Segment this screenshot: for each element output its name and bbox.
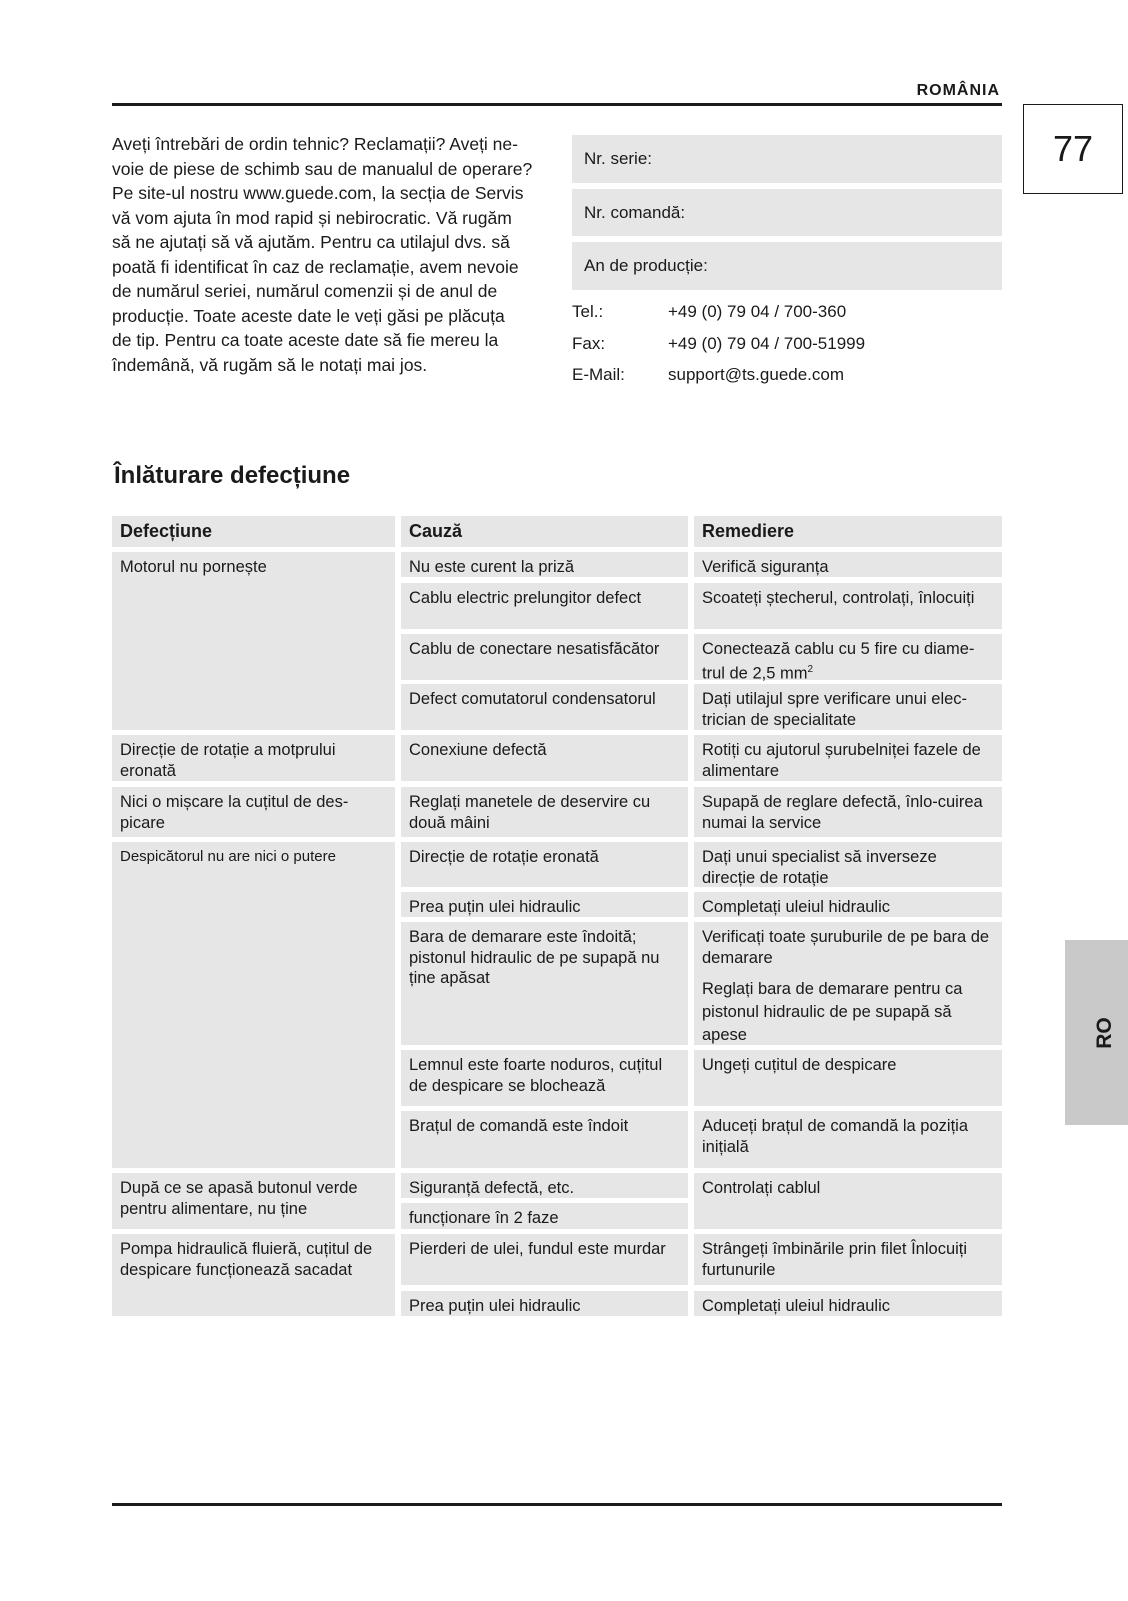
remedy-cell: Completați uleiul hidraulic: [694, 892, 1002, 917]
intro-line: Pe site-ul nostru www.guede.com, la secția de Servis: [112, 183, 524, 203]
contact-row-tel: [572, 296, 1002, 328]
cause-cell: Reglați manetele de deservire cu două mâini: [401, 787, 688, 837]
cause-cell: Lemnul este foarte noduros, cuțitul de despicare se blochează: [401, 1050, 688, 1106]
header-rule: [112, 103, 1002, 106]
fault-cell: Direcție de rotație a motprului eronată: [112, 735, 395, 781]
remedy-cell: Ungeți cuțitul de despicare: [694, 1050, 1002, 1106]
section-title: Înlăturare defecțiune: [114, 462, 351, 489]
cause-cell: Defect comutatorul condensatorul: [401, 684, 688, 730]
cause-cell: Bara de demarare este îndoită; pistonul hidraulic de pe supapă nu ține apăsat: [401, 922, 688, 1045]
language-tab-label: RO: [1093, 1016, 1116, 1049]
email-label: E-Mail:: [572, 365, 625, 384]
cause-cell: Prea puțin ulei hidraulic: [401, 892, 688, 917]
intro-line: poată fi identificat în caz de reclamație, avem nevoie: [112, 256, 519, 277]
cause-cell: Pierderi de ulei, fundul este murdar: [401, 1234, 688, 1285]
remedy-text: Reglați bara de demarare pentru ca pistonul hidraulic de pe supapă să apese: [702, 980, 963, 1044]
header-fault: Defecțiune: [112, 516, 395, 547]
remedy-cell: Aduceți brațul de comandă la poziția inițială: [694, 1111, 1002, 1168]
cause-cell: Nu este curent la priză: [401, 552, 688, 577]
cause-cell: Prea puțin ulei hidraulic: [401, 1291, 688, 1316]
cause-cell: Direcție de rotație eronată: [401, 842, 688, 887]
contact-row-fax: [572, 328, 1002, 360]
fax-value: +49 (0) 79 04 / 700-51999: [668, 333, 866, 353]
production-year-field[interactable]: [572, 242, 1002, 290]
order-number-label: Nr. comandă:: [584, 202, 686, 222]
contact-row-email: [572, 359, 1002, 391]
remedy-cell: [694, 922, 1002, 1045]
cause-cell: Brațul de comandă este îndoit: [401, 1111, 688, 1168]
intro-line: îndemână, vă rugăm să le notați mai jos.: [112, 354, 428, 375]
language-label: ROMÂNIA: [916, 82, 1000, 99]
fault-cell: După ce se apasă butonul verde pentru alimentare, nu ține: [112, 1173, 395, 1229]
page-number: 77: [1023, 104, 1123, 194]
serial-number-label: Nr. serie:: [584, 149, 653, 168]
remedy-cell: Completați uleiul hidraulic: [694, 1291, 1002, 1316]
intro-paragraph: [112, 132, 547, 377]
cause-cell: Cablu electric prelungitor defect: [401, 583, 688, 629]
remedy-cell: Dați unui specialist să inverseze direcție de rotație: [694, 842, 1002, 887]
production-year-label: An de producție:: [584, 256, 708, 275]
remedy-cell: Supapă de reglare defectă, înlo-cuirea numai la service: [694, 787, 1002, 837]
cause-cell: Conexiune defectă: [401, 735, 688, 781]
tel-value: +49 (0) 79 04 / 700-360: [668, 302, 847, 321]
footer-rule: [112, 1503, 1002, 1506]
remedy-cell: Scoateți ștecherul, controlați, înlocuiți: [694, 583, 1002, 629]
fault-cell: Despicătorul nu are nici o putere: [112, 842, 395, 1168]
intro-line: Aveți întrebări de ordin tehnic? Reclamații? Aveți ne-: [112, 134, 518, 154]
fault-cell: Pompa hidraulică fluieră, cuțitul de despicare funcționează sacadat: [112, 1234, 395, 1316]
superscript-2: 2: [807, 663, 814, 675]
serial-number-field[interactable]: [572, 135, 1002, 183]
contact-info: [572, 296, 1002, 391]
remedy-text: Verificați toate șuruburile de pe bara de demarare: [702, 928, 990, 967]
tel-label: Tel.:: [572, 302, 604, 321]
remedy-cell: Controlați cablul: [694, 1173, 1002, 1229]
remedy-text: Conectează cablu cu 5 fire cu diame-trul de 2,5 mm: [702, 640, 975, 682]
cause-cell: Cablu de conectare nesatisfăcător: [401, 634, 688, 680]
header-remedy: Remediere: [694, 516, 1002, 547]
fax-label: Fax:: [572, 333, 606, 353]
remedy-cell: [694, 634, 1002, 680]
intro-line: voie de piese de schimb sau de manualul de operare?: [112, 158, 533, 179]
remedy-cell: Verifică siguranța: [694, 552, 1002, 577]
remedy-cell: Dați utilajul spre verificare unui elec-trician de specialitate: [694, 684, 1002, 730]
intro-line: de tip. Pentru ca toate aceste date să fie mereu la: [112, 330, 499, 350]
intro-line: de numărul seriei, numărul comenzii și de anul de: [112, 281, 498, 301]
email-link[interactable]: support@ts.guede.com: [668, 365, 845, 384]
fault-cell: Nici o mișcare la cuțitul de des-picare: [112, 787, 395, 837]
language-tab: [1065, 940, 1128, 1125]
remedy-cell: Strângeți îmbinările prin filet Înlocuiți furtunurile: [694, 1234, 1002, 1285]
cause-cell: Siguranță defectă, etc.: [401, 1173, 688, 1198]
header-cause: Cauză: [401, 516, 688, 547]
order-number-field[interactable]: [572, 189, 1002, 236]
intro-line: să ne ajutați să vă ajutăm. Pentru ca utilajul dvs. să: [112, 232, 510, 252]
intro-line: producție. Toate aceste date le veți găsi pe plăcuța: [112, 305, 505, 326]
remedy-cell: Rotiți cu ajutorul șurubelniței fazele de alimentare: [694, 735, 1002, 781]
fault-cell: Motorul nu pornește: [112, 552, 395, 730]
intro-line: vă vom ajuta în mod rapid și nebirocratic. Vă rugăm: [112, 207, 512, 228]
cause-cell: funcționare în 2 faze: [401, 1203, 688, 1229]
